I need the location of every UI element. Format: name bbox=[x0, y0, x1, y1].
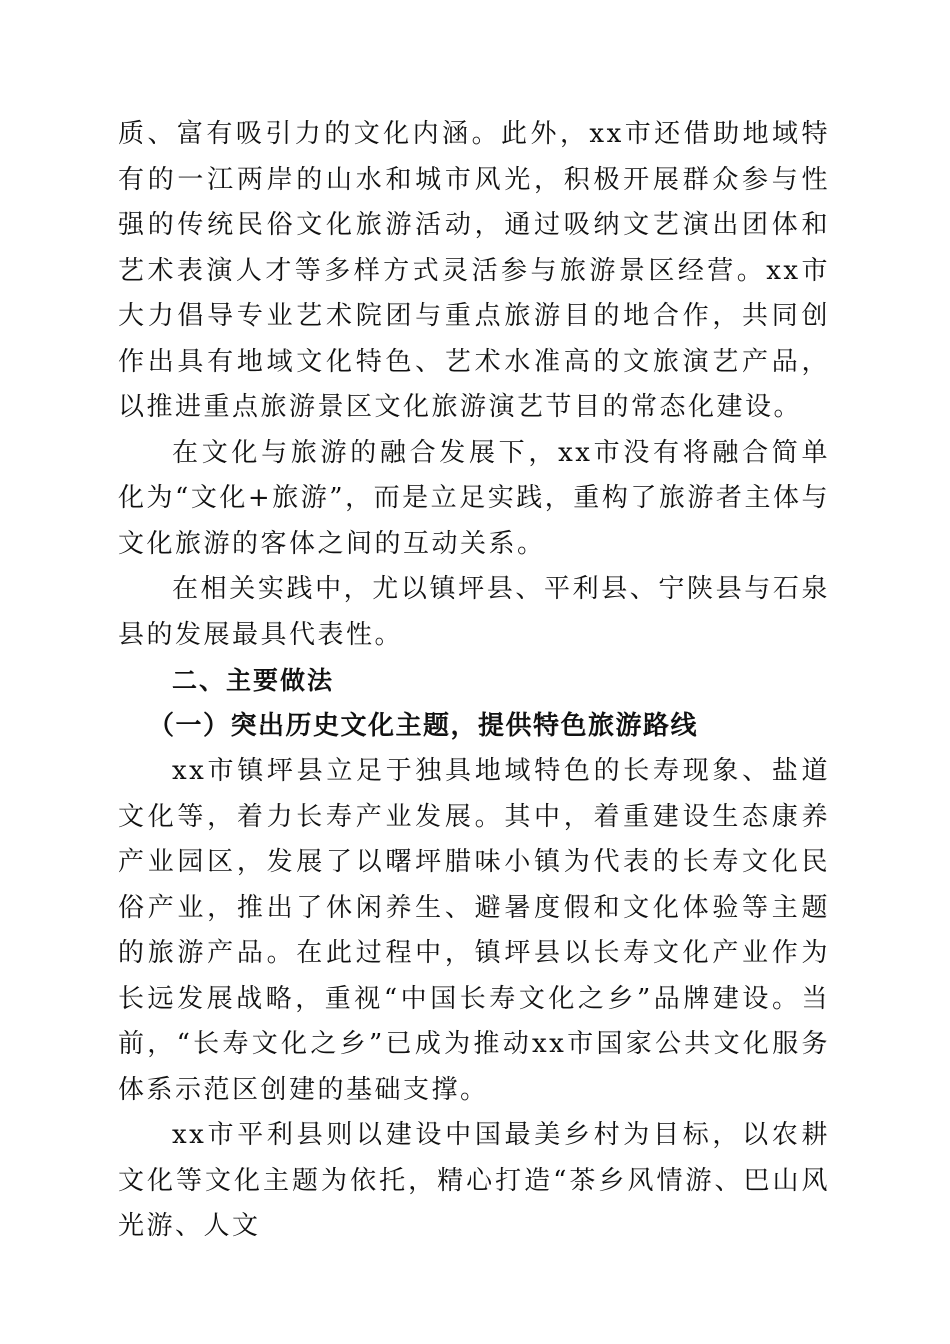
paragraph-continuation: 质、富有吸引力的文化内涵。此外，xx市还借助地域特有的一江两岸的山水和城市风光，积极开展群众参与性强的传统民俗文化旅游活动，通过吸纳文艺演出团体和艺术表演人才等多样方式灵活参与旅游景区经营。xx市大力倡导专业艺术院团与重点旅游目的地合作，共同创作出具有地域文化特色、艺术水准高的文旅演艺产品，以推进重点旅游景区文化旅游演艺节目的常态化建设。 bbox=[118, 119, 830, 422]
paragraph-representative-counties: 在相关实践中，尤以镇坪县、平利县、宁陕县与石泉县的发展最具代表性。 bbox=[118, 574, 830, 650]
paragraph-zhenping: xx市镇坪县立足于独具地域特色的长寿现象、盐道文化等，着力长寿产业发展。其中，着重建设生态康养产业园区，发展了以曙坪腊味小镇为代表的长寿文化民俗产业，推出了休闲养生、避暑度假和文化体验等主题的旅游产品。在此过程中，镇坪县以长寿文化产业作为长远发展战略，重视“中国长寿文化之乡”品牌建设。当前，“长寿文化之乡”已成为推动xx市国家公共文化服务体系示范区创建的基础支撑。 bbox=[118, 756, 830, 1105]
paragraph-integration: 在文化与旅游的融合发展下，xx市没有将融合简单化为“文化+旅游”，而是立足实践，重构了旅游者主体与文化旅游的客体之间的互动关系。 bbox=[118, 437, 830, 559]
section-heading-main-practices: 二、主要做法 bbox=[172, 666, 335, 695]
subsection-heading-history-culture: （一）突出历史文化主题，提供特色旅游路线 bbox=[148, 710, 699, 741]
document-body bbox=[118, 112, 830, 1250]
paragraph-pingli: xx市平利县则以建设中国最美乡村为目标，以农耕文化等文化主题为依托，精心打造“茶乡风情游、巴山风光游、人文 bbox=[118, 1120, 830, 1241]
